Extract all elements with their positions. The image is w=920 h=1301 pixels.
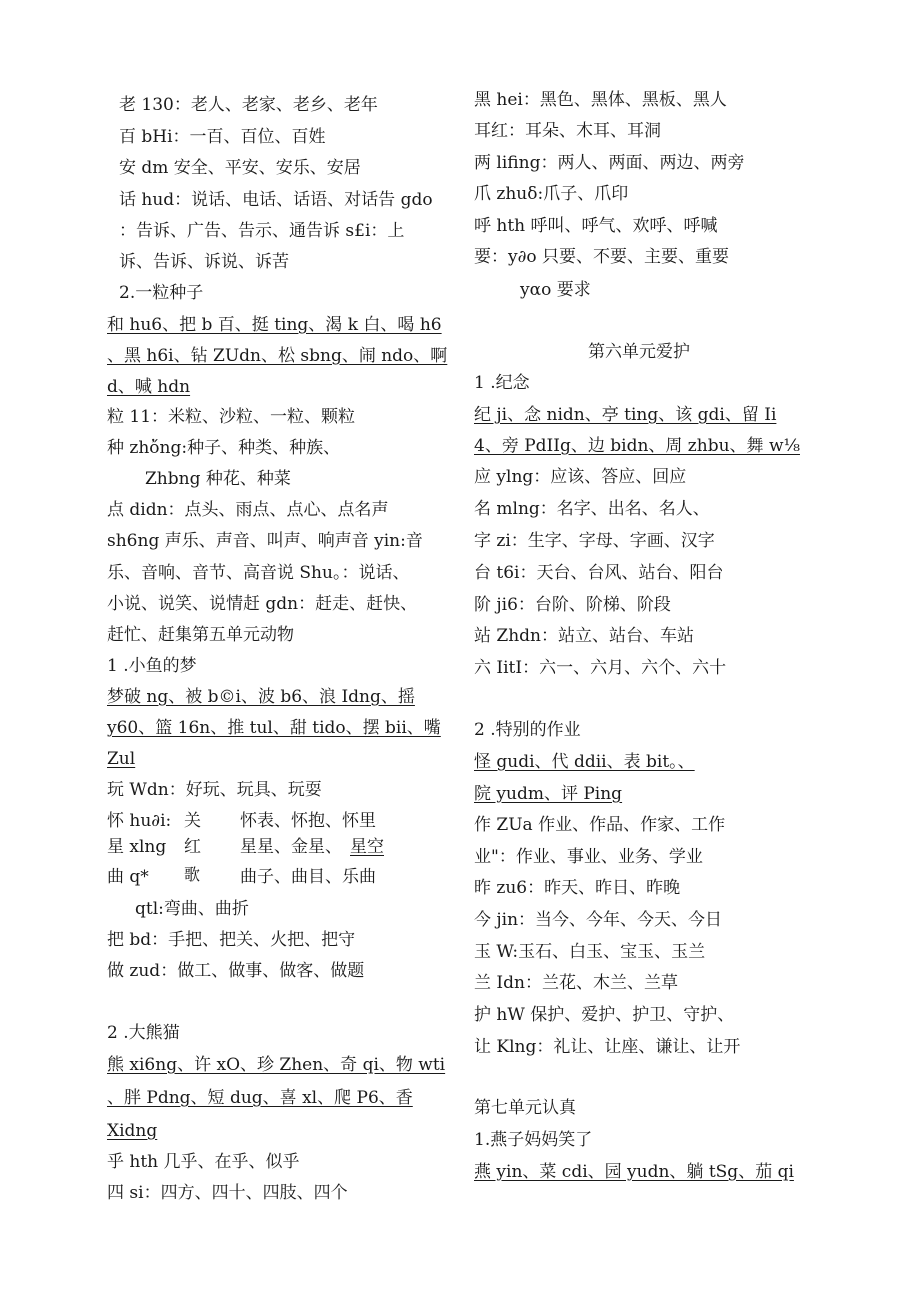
- entry-line: 呼 hth 呼叫、呼气、欢呼、呼喊: [474, 216, 718, 236]
- entry-row: [107, 836, 452, 860]
- entry-head: 怀 hu∂i:: [107, 811, 172, 831]
- entry-words: 曲子、曲目、乐曲: [240, 867, 376, 887]
- vocab-line: d、喊 hdn: [107, 377, 191, 397]
- entry-line: 乐、音响、音节、高音说 Shu。：说话、: [107, 563, 410, 583]
- entry-line: 把 bd：手把、把关、火把、把守: [107, 930, 356, 950]
- unit-heading: 赶忙、赶集第五单元动物: [107, 625, 294, 645]
- entry-line: 话 hud：说话、电话、话语、对话告 gdo: [119, 190, 433, 210]
- entry-line: 让 Klng：礼让、让座、谦让、让开: [474, 1037, 741, 1057]
- vocab-line: y60、篮 16n、推 tul、甜 tido、摆 bii、嘴: [107, 718, 441, 738]
- entry-line: 护 hW 保护、爱护、护卫、守护、: [474, 1005, 735, 1025]
- entry-line: 老 130：老人、老家、老乡、老年: [119, 95, 378, 115]
- vocab-line: 、黑 h6i、钻 ZUdn、松 sbng、闹 ndo、啊: [107, 346, 448, 366]
- entry-line: 要：y∂o 只要、不要、主要、重要: [474, 247, 730, 267]
- entry-line: 百 bHi：一百、百位、百姓: [119, 127, 326, 147]
- unit-heading: 第七单元认真: [474, 1098, 576, 1118]
- entry-line: 黑 hei：黑色、黑体、黑板、黑人: [474, 90, 727, 110]
- entry-line: 作 ZUa 作业、作品、作家、工作: [474, 815, 726, 835]
- entry-line: 四 si：四方、四十、四肢、四个: [107, 1183, 348, 1203]
- entry-line: 名 mlng：名字、出名、名人、: [474, 499, 710, 519]
- entry-row: [107, 866, 452, 890]
- entry-line: 阶 ji6：台阶、阶梯、阶段: [474, 595, 671, 615]
- entry-words: 星星、金星、: [240, 837, 342, 857]
- entry-head: 曲 q*: [107, 867, 149, 887]
- vocab-line: 燕 yin、菜 cdi、园 yudn、躺 tSg、茄 qi: [474, 1162, 794, 1182]
- vocab-line: 、胖 Pdng、短 dug、喜 xl、爬 P6、香: [107, 1088, 413, 1108]
- vocab-line: Xidng: [107, 1121, 158, 1141]
- entry-line: 乎 hth 几乎、在乎、似乎: [107, 1152, 300, 1172]
- entry-line: 兰 Idn：兰花、木兰、兰草: [474, 973, 678, 993]
- entry-line: 点 didn：点头、雨点、点心、点名声: [107, 500, 389, 520]
- entry-line: 字 zi：生字、字母、字画、汉字: [474, 531, 715, 551]
- entry-line: 今 jin：当今、今年、今天、今日: [474, 910, 723, 930]
- entry-line: 种 zhὄng:种子、种类、种族、: [107, 438, 341, 458]
- entry-line: 昨 zu6：昨天、昨日、昨晚: [474, 878, 681, 898]
- entry-line: 玉 W:玉石、白玉、宝玉、玉兰: [474, 942, 706, 962]
- vocab-line: 和 hu6、把 b 百、挺 ting、渴 k 白、喝 h6: [107, 315, 442, 335]
- entry-line: 两 lifing：两人、两面、两边、两旁: [474, 153, 745, 173]
- lesson-title: 1 .小鱼的梦: [107, 656, 197, 676]
- entry-line: qtl:弯曲、曲折: [135, 899, 249, 919]
- side-char: 红: [184, 837, 201, 857]
- entry-line: 应 ylng：应该、答应、回应: [474, 467, 687, 487]
- entry-words: 怀表、怀抱、怀里: [240, 811, 376, 831]
- unit-heading: 第六单元爱护: [588, 342, 690, 362]
- entry-line: Zhbng 种花、种菜: [145, 469, 291, 489]
- entry-line: 粒 11：米粒、沙粒、一粒、颗粒: [107, 407, 356, 427]
- entry-row: [107, 810, 452, 834]
- vocab-line: Zul: [107, 749, 136, 769]
- entry-line: 站 Zhdn：站立、站台、车站: [474, 626, 694, 646]
- vocab-line: 4、旁 PdIIg、边 bidn、周 zhbu、舞 w⅛: [474, 436, 800, 456]
- entry-line: 爪 zhuδ:爪子、爪印: [474, 184, 629, 204]
- entry-line: 安 dm 安全、平安、安乐、安居: [119, 158, 361, 178]
- entry-line: 耳红：耳朵、木耳、耳洞: [474, 121, 661, 141]
- vocab-line: 纪 ji、念 nidn、亭 ting、该 gdi、留 Ii: [474, 405, 777, 425]
- entry-line: 台 t6i：天台、台风、站台、阳台: [474, 563, 724, 583]
- vocab-line: 熊 xi6ng、许 xO、珍 Zhen、奇 qi、物 wti: [107, 1055, 446, 1075]
- entry-line: 玩 Wdn：好玩、玩具、玩耍: [107, 780, 322, 800]
- vocab-line: 怪 gudi、代 ddii、表 bit。、: [474, 752, 695, 772]
- entry-line: yαo 要求: [520, 280, 591, 300]
- lesson-title: 2 .特别的作业: [474, 720, 581, 740]
- side-char: 关: [184, 811, 201, 831]
- lesson-title: 1 .纪念: [474, 373, 530, 393]
- entry-line: 诉、告诉、诉说、诉苦: [119, 252, 289, 272]
- entry-line: 小说、说笑、说情赶 gdn：赶走、赶快、: [107, 594, 418, 614]
- entry-line: 业"：作业、事业、业务、学业: [474, 847, 703, 867]
- entry-head: 星 xlng: [107, 837, 167, 857]
- entry-line: sh6ng 声乐、声音、叫声、响声音 yin:音: [107, 531, 423, 551]
- lesson-title: 1.燕子妈妈笑了: [474, 1130, 593, 1150]
- entry-line: ：告诉、广告、告示、通告诉 s£i：上: [119, 221, 405, 241]
- vocab-line: 院 yudm、评 Ping: [474, 784, 623, 804]
- entry-words-underlined: 星空: [350, 837, 384, 857]
- side-char: 歌: [184, 865, 201, 884]
- lesson-title: 2.一粒种子: [119, 283, 204, 303]
- entry-line: 做 zud：做工、做事、做客、做题: [107, 961, 365, 981]
- lesson-title: 2 .大熊猫: [107, 1023, 180, 1043]
- entry-line: 六 IitI：六一、六月、六个、六十: [474, 658, 727, 678]
- vocab-line: 梦破 ng、被 b©i、波 b6、浪 Idng、摇: [107, 687, 415, 707]
